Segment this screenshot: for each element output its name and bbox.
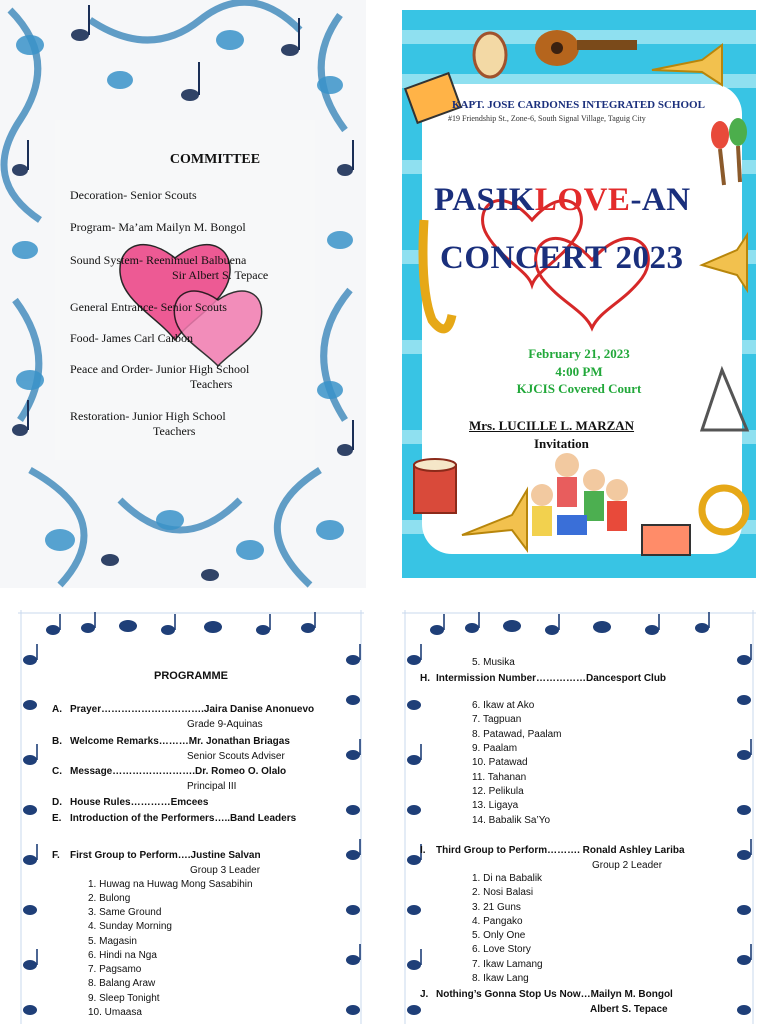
song-item: 10. Umaasa xyxy=(88,1007,142,1018)
host-name: Mrs. LUCILLE L. MARZAN xyxy=(469,418,635,433)
programme-item: First Group to Perform….Justine Salvan xyxy=(70,850,261,861)
song-item: 6. Ikaw at Ako xyxy=(472,700,535,711)
song-item: 2. Nosi Balasi xyxy=(472,887,534,898)
event-time: 4:00 PM xyxy=(555,364,603,379)
item-letter: B. xyxy=(52,736,62,747)
programme-item-sub: Senior Scouts Adviser xyxy=(187,751,285,762)
committee-item: Decoration- Senior Scouts xyxy=(70,188,197,202)
item-letter: H. xyxy=(420,673,430,684)
invitation-panel xyxy=(402,10,756,578)
concert-title-line1 xyxy=(434,182,691,219)
committee-item-sub: Sir Albert S. Tepace xyxy=(172,268,269,282)
song-item: 9. Paalam xyxy=(472,743,518,754)
music-note-border xyxy=(0,0,366,588)
song-item: 2. Bulong xyxy=(88,893,131,904)
committee-item-sub: Teachers xyxy=(153,424,196,438)
song-item: 7. Pagsamo xyxy=(88,964,142,975)
school-address: #19 Friendship St., Zone-6, South Signal Village, Taguig City xyxy=(448,114,646,123)
programme-panel-1 xyxy=(18,610,364,1024)
event-date: February 21, 2023 xyxy=(528,346,630,361)
song-item: 6. Hindi na Nga xyxy=(88,950,157,961)
event-venue: KJCIS Covered Court xyxy=(516,381,642,396)
programme-title: PROGRAMME xyxy=(154,670,228,682)
programme-item-sub: Albert S. Tepace xyxy=(590,1004,668,1015)
instrument-border xyxy=(402,10,756,578)
committee-item: Program- Ma’am Mailyn M. Bongol xyxy=(70,220,246,234)
committee-title: COMMITTEE xyxy=(169,152,261,167)
item-letter: C. xyxy=(52,766,62,777)
song-item: 1. Huwag na Huwag Mong Sasabihin xyxy=(88,879,253,890)
committee-item: Peace and Order- Junior High School xyxy=(70,362,250,376)
title-love: LOVE xyxy=(534,182,631,218)
drum-icon xyxy=(474,33,506,77)
programme-item-sub: Grade 9-Aquinas xyxy=(187,719,263,730)
song-item: 12. Pelikula xyxy=(472,786,524,797)
programme-item: Nothing’s Gonna Stop Us Now…Mailyn M. Bongol xyxy=(436,989,673,1000)
item-letter: I. xyxy=(420,845,426,856)
committee-item-sub: Teachers xyxy=(190,377,233,391)
song-item: 5. Magasin xyxy=(88,936,137,947)
song-item: 4. Sunday Morning xyxy=(88,921,172,932)
programme-item: Welcome Remarks………Mr. Jonathan Briagas xyxy=(70,736,290,747)
programme-item: Introduction of the Performers…..Band Leaders xyxy=(70,813,297,824)
item-letter: F. xyxy=(52,850,60,861)
song-item: 4. Pangako xyxy=(472,916,523,927)
school-name: KAPT. JOSE CARDONES INTEGRATED SCHOOL xyxy=(452,99,705,111)
song-item: 6. Love Story xyxy=(472,944,531,955)
song-item: 8. Patawad, Paalam xyxy=(472,729,562,740)
item-letter: J. xyxy=(420,989,429,1000)
programme-item-sub: Group 2 Leader xyxy=(592,860,663,871)
item-letter: A. xyxy=(52,704,62,715)
programme-panel-2 xyxy=(402,610,756,1024)
item-letter: E. xyxy=(52,813,62,824)
programme-item-sub: Group 3 Leader xyxy=(190,865,261,876)
programme-item-sub: Principal III xyxy=(187,781,237,792)
song-item: 9. Sleep Tonight xyxy=(88,993,160,1004)
song-item: 5. Only One xyxy=(472,930,526,941)
song-item: 13. Ligaya xyxy=(472,800,519,811)
song-item: 7. Tagpuan xyxy=(472,714,522,725)
committee-item: General Entrance- Senior Scouts xyxy=(70,300,227,314)
concert-title-line2: CONCERT 2023 xyxy=(440,240,684,276)
song-item: 3. 21 Guns xyxy=(472,902,521,913)
song-item: 8. Ikaw Lang xyxy=(472,973,529,984)
title-part: -AN xyxy=(630,182,691,218)
programme-item: Intermission Number……………Dancesport Club xyxy=(436,673,667,684)
title-part: PASIK xyxy=(434,182,535,218)
song-item: 5. Musika xyxy=(472,657,515,668)
song-item: 1. Di na Babalik xyxy=(472,873,543,884)
committee-item: Sound System- Reenimuel Balbuena xyxy=(70,253,247,267)
committee-item: Food- James Carl Carbon xyxy=(70,331,193,345)
programme-item: House Rules…………Emcees xyxy=(70,797,209,808)
song-item: 8. Balang Araw xyxy=(88,978,156,989)
programme-item: Message…………………….Dr. Romeo O. Olalo xyxy=(70,766,287,777)
song-item: 3. Same Ground xyxy=(88,907,162,918)
song-item: 10. Patawad xyxy=(472,757,528,768)
xylophone-icon xyxy=(642,525,690,555)
programme-item: Third Group to Perform………. Ronald Ashley Lariba xyxy=(436,845,685,856)
song-item: 11. Tahanan xyxy=(472,772,527,783)
invitation-label: Invitation xyxy=(534,436,589,451)
drum-icon xyxy=(414,459,456,513)
song-item: 14. Babalik Sa’Yo xyxy=(472,815,551,826)
item-letter: D. xyxy=(52,797,62,808)
song-item: 7. Ikaw Lamang xyxy=(472,959,543,970)
committee-item: Restoration- Junior High School xyxy=(70,409,226,423)
programme-item: Prayer………………………….Jaira Danise Anonuevo xyxy=(70,704,315,715)
committee-panel xyxy=(0,0,366,588)
